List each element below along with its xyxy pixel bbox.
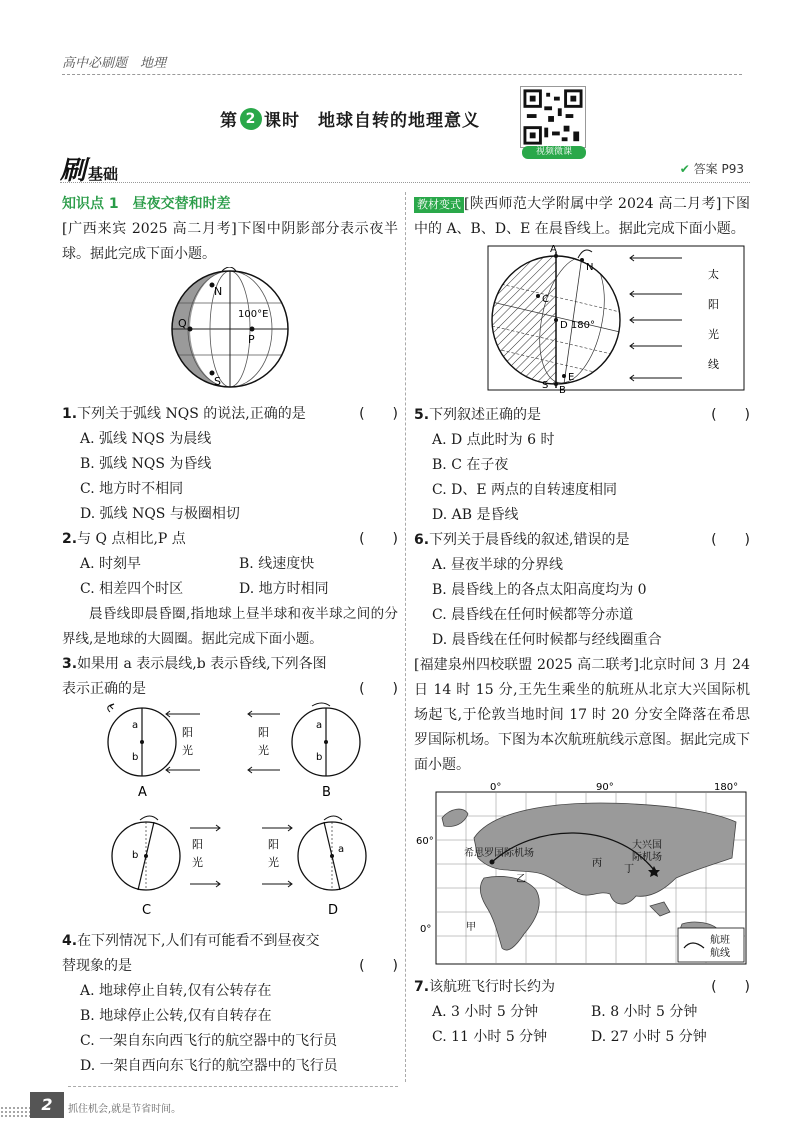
textbook-variant-tag: 教材变式 — [414, 197, 464, 213]
q2-number: 2. — [62, 531, 78, 547]
option-figure-B[interactable] — [248, 703, 360, 800]
point-ding: 丁 — [624, 864, 634, 875]
q3-number: 3. — [62, 656, 78, 672]
lat-label: 60° — [416, 836, 434, 847]
sun-label: 阳 — [192, 838, 203, 851]
footer-motto: 抓住机会,就是节省时间。 — [68, 1104, 182, 1115]
lesson-prefix: 第 — [220, 111, 238, 131]
option-figure-C[interactable] — [112, 816, 220, 918]
q6-number: 6. — [414, 532, 430, 548]
sun-label: 太 — [708, 268, 719, 281]
q7-stem: 该航班飞行时长约为 — [429, 979, 556, 995]
q1-stem: 下列关于弧线 NQS 的说法,正确的是 — [77, 406, 306, 422]
q4-option[interactable]: B. 地球停止公转,仅有自转存在 — [80, 1008, 272, 1024]
label-S: S — [542, 380, 549, 391]
label-P: P — [248, 333, 255, 346]
q7-option[interactable]: A. 3 小时 5 分钟 — [432, 1004, 539, 1020]
q6-stem: 下列关于晨昏线的叙述,错误的是 — [429, 532, 630, 548]
section-small: 基础 — [88, 165, 119, 183]
qr-code-icon[interactable] — [520, 86, 586, 148]
lon-label: 180° — [714, 782, 739, 793]
label-C: C — [142, 903, 152, 918]
q1-option[interactable]: D. 弧线 NQS 与极圈相切 — [80, 506, 240, 522]
question-intro: 晨昏线即晨昏圈,指地球上昼半球和夜半球之间的分界线,是地球的大圆圈。据此完成下面小题。 — [62, 606, 398, 647]
sun-label: 光 — [268, 856, 279, 869]
question-intro: [广西来宾 2025 高二月考]下图中阴影部分表示夜半球。据此完成下面小题。 — [62, 221, 398, 262]
left-column — [62, 192, 398, 1079]
legend-text: 航班 — [710, 935, 730, 946]
section-big: 刷 — [60, 156, 87, 186]
figure-flight-route-map — [414, 778, 750, 966]
label-100E: 100°E — [238, 309, 269, 320]
label-b: b — [132, 752, 139, 763]
q3-answer-blank[interactable]: ( ) — [359, 681, 398, 697]
q4-stem: 在下列情况下,人们有可能看不到昼夜交替现象的是 — [62, 933, 320, 974]
q1-answer-blank[interactable]: ( ) — [359, 406, 398, 422]
answer-ref-text: 答案 P93 — [693, 162, 744, 176]
q5-option[interactable]: C. D、E 两点的自转速度相同 — [432, 482, 618, 498]
q4-option[interactable]: D. 一架自西向东飞行的航空器中的飞行员 — [80, 1058, 338, 1074]
q6-option[interactable]: C. 晨昏线在任何时候都等分赤道 — [432, 607, 634, 623]
figure-night-hemisphere — [62, 267, 398, 393]
point-bing: 丙 — [592, 858, 602, 869]
night-shade — [492, 256, 556, 384]
section-divider — [60, 182, 750, 183]
column-divider — [405, 192, 406, 1082]
question-intro-text: [陕西师范大学附属中学 2024 高二月考]下图中的 A、B、D、E 在晨昏线上。据此完成下面小题。 — [414, 196, 750, 237]
lesson-suffix: 课时 — [264, 111, 300, 131]
q6-option[interactable]: D. 晨昏线在任何时候都与经线圈重合 — [432, 632, 662, 648]
sun-label: 光 — [258, 744, 269, 757]
figure-terminator-globe — [414, 242, 750, 394]
option-figure-A[interactable] — [108, 704, 200, 800]
label-Q: Q — [178, 317, 187, 330]
q5-option[interactable]: A. D 点此时为 6 时 — [432, 432, 555, 448]
label-S: S — [214, 375, 221, 388]
label-A: A — [550, 244, 557, 255]
q2-option[interactable]: C. 相差四个时区 — [80, 581, 184, 597]
q7-option[interactable]: B. 8 小时 5 分钟 — [591, 1004, 698, 1020]
check-icon: ✔ — [679, 162, 690, 176]
option-figure-D[interactable] — [262, 816, 366, 918]
label-D: D — [328, 903, 339, 918]
q2-answer-blank[interactable]: ( ) — [359, 531, 398, 547]
q6-option[interactable]: B. 晨昏线上的各点太阳高度均为 0 — [432, 582, 647, 598]
q1-option[interactable]: C. 地方时不相同 — [80, 481, 184, 497]
question-intro — [414, 192, 750, 242]
heathrow-label: 希思罗国际机场 — [464, 848, 534, 859]
q4-answer-blank[interactable]: ( ) — [359, 958, 398, 974]
q6-option[interactable]: A. 昼夜半球的分界线 — [432, 557, 564, 573]
legend-text: 航线 — [710, 948, 730, 959]
sun-label: 光 — [182, 744, 193, 757]
q2-option[interactable]: B. 线速度快 — [239, 556, 315, 572]
sun-label: 阳 — [182, 726, 193, 739]
point-jia: 甲 — [466, 922, 476, 933]
label-N: N — [214, 285, 223, 298]
answer-reference — [680, 160, 744, 177]
sun-label: 光 — [192, 856, 203, 869]
q4-option[interactable]: A. 地球停止自转,仅有公转存在 — [80, 983, 272, 999]
q5-number: 5. — [414, 407, 430, 423]
sun-label: 光 — [708, 328, 719, 341]
q6-answer-blank[interactable]: ( ) — [711, 532, 750, 548]
q7-number: 7. — [414, 979, 430, 995]
sun-label: 阳 — [268, 838, 279, 851]
label-a: a — [316, 720, 323, 731]
sun-label: 线 — [708, 358, 719, 371]
q7-option[interactable]: D. 27 小时 5 分钟 — [591, 1029, 707, 1045]
q2-option[interactable]: D. 地方时相同 — [239, 581, 329, 597]
book-header: 高中必刷题 地理 — [62, 56, 167, 71]
q3-stem: 如果用 a 表示晨线,b 表示昏线,下列各图表示正确的是 — [62, 656, 327, 697]
daxing-label: 际机场 — [632, 852, 662, 863]
q1-option[interactable]: B. 弧线 NQS 为昏线 — [80, 456, 212, 472]
label-E: E — [568, 372, 575, 383]
q5-answer-blank[interactable]: ( ) — [711, 407, 750, 423]
label-N: N — [586, 262, 594, 273]
footer-decoration — [0, 1106, 30, 1118]
header-divider — [62, 74, 742, 75]
lon-label: 90° — [596, 782, 614, 793]
daxing-label: 大兴国 — [632, 840, 662, 851]
knowledge-point-heading: 知识点 1 昼夜交替和时差 — [62, 196, 231, 212]
q2-option[interactable]: A. 时刻早 — [80, 556, 142, 572]
label-A: A — [138, 785, 147, 800]
q2-stem: 与 Q 点相比,P 点 — [77, 531, 186, 547]
sun-label: 阳 — [258, 726, 269, 739]
q4-option[interactable]: C. 一架自东向西飞行的航空器中的飞行员 — [80, 1033, 338, 1049]
label-a: a — [132, 720, 139, 731]
footer-divider — [68, 1086, 398, 1087]
q4-number: 4. — [62, 933, 78, 949]
q7-option[interactable]: C. 11 小时 5 分钟 — [432, 1029, 548, 1045]
q7-answer-blank[interactable]: ( ) — [711, 979, 750, 995]
label-D: D 180° — [560, 320, 595, 331]
sunlight-arrows — [630, 255, 719, 381]
qr-label[interactable]: 视频微课 — [522, 146, 586, 159]
q1-number: 1. — [62, 406, 78, 422]
question-intro: [福建泉州四校联盟 2025 高二联考]北京时间 3 月 24 日 14 时 15 分,王先生乘坐的航班从北京大兴国际机场起飞,于伦敦当地时间 17 时 20 分安全降落在希思罗国际机场。下图为本次航班航线示意图。据此完成下面小题。 — [414, 657, 750, 773]
sun-label: 阳 — [708, 298, 719, 311]
label-B: B — [322, 785, 331, 800]
label-C: C — [542, 294, 549, 305]
q1-option[interactable]: A. 弧线 NQS 为晨线 — [80, 431, 212, 447]
lesson-name: 地球自转的地理意义 — [318, 111, 480, 131]
lat-label: 0° — [420, 924, 432, 935]
q5-stem: 下列叙述正确的是 — [429, 407, 542, 423]
lesson-title — [220, 106, 480, 131]
right-column — [414, 192, 750, 1050]
q5-option[interactable]: B. C 在子夜 — [432, 457, 509, 473]
figure-terminator-options — [62, 702, 398, 920]
label-b: b — [316, 752, 323, 763]
label-b: b — [132, 850, 139, 861]
page-number: 2 — [30, 1092, 64, 1118]
q5-option[interactable]: D. AB 是昏线 — [432, 507, 519, 523]
lesson-number: 2 — [240, 108, 262, 130]
label-a: a — [338, 844, 345, 855]
label-B: B — [559, 385, 566, 394]
lon-label: 0° — [490, 782, 502, 793]
point-yi: 乙 — [516, 874, 526, 885]
